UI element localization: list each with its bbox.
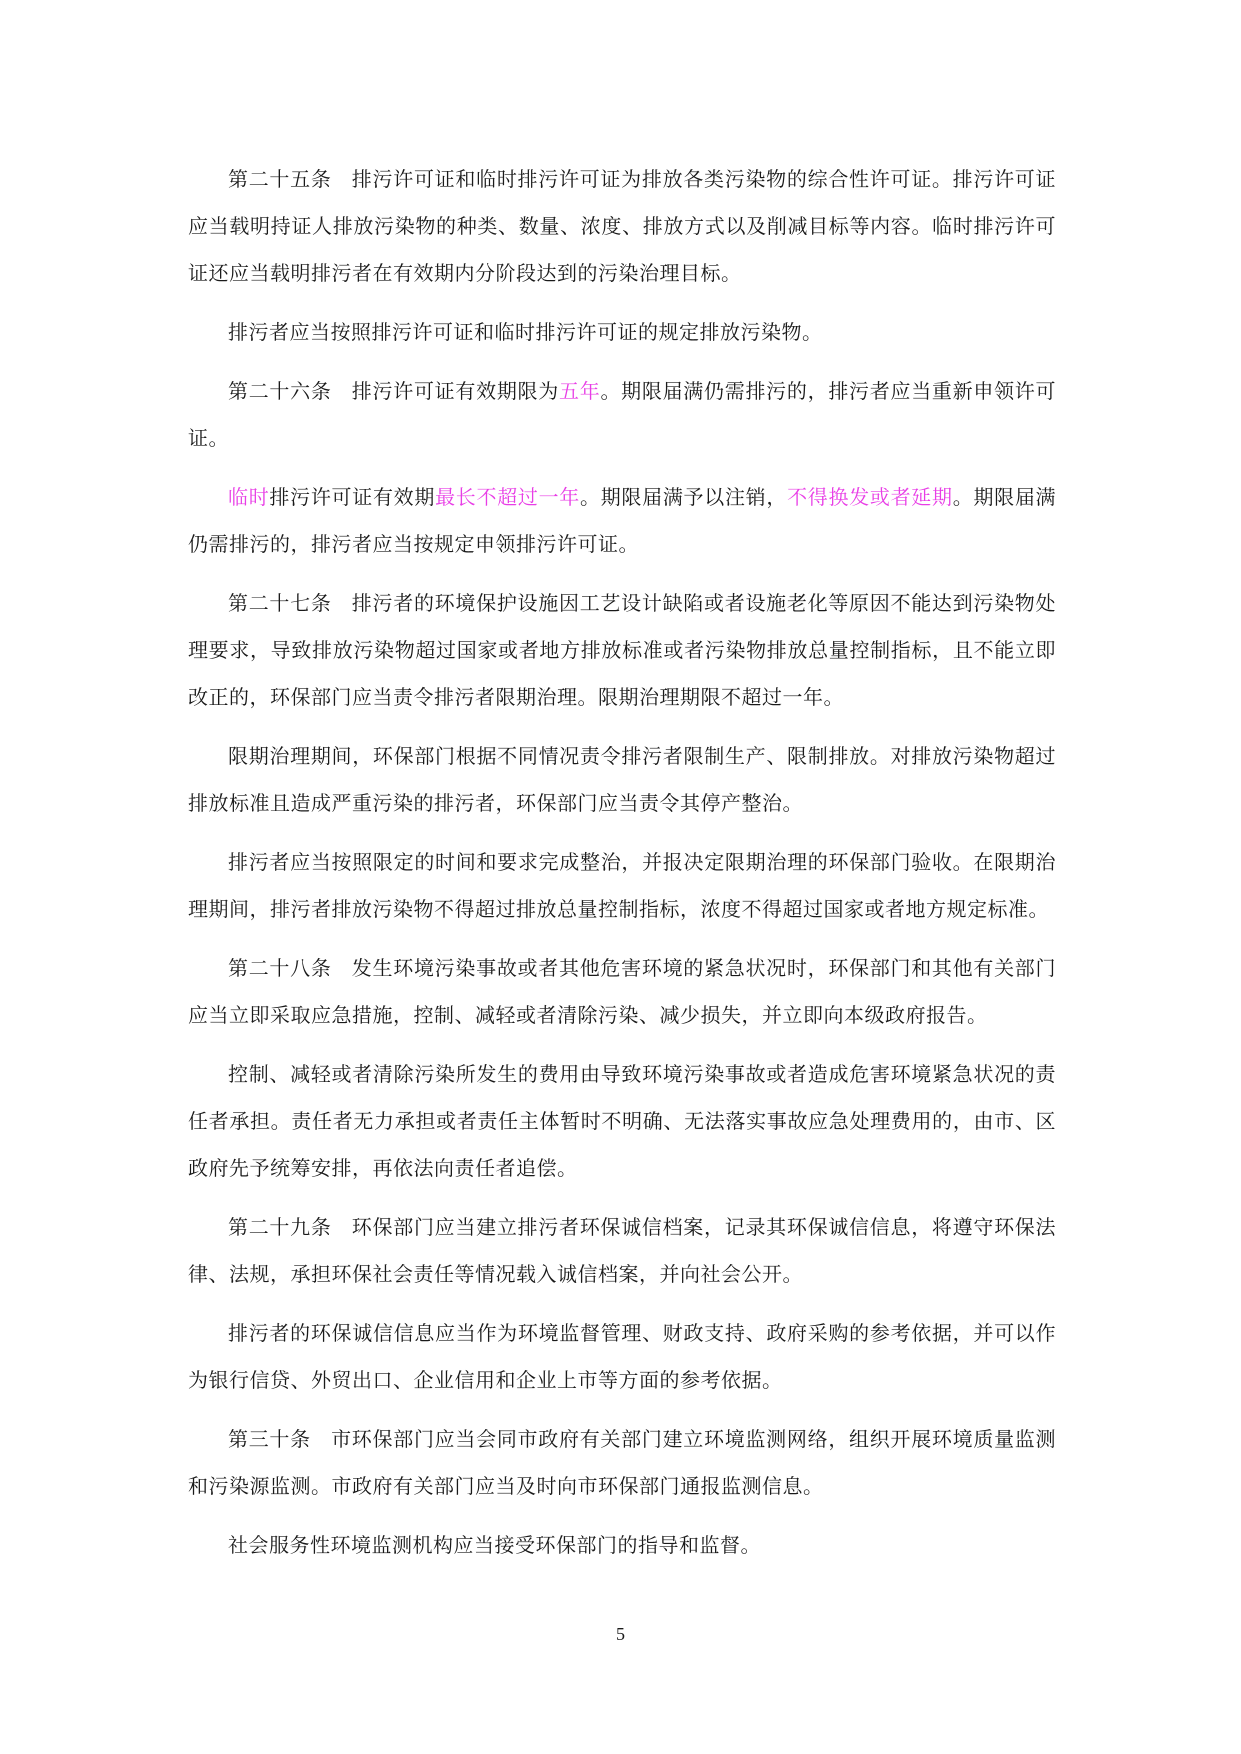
paragraph-text: 。期限届满仍需排污的，排污者应当按规定申领排污许可证。 [188, 485, 1057, 556]
paragraph-text: 社会服务性环境监测机构应当接受环保部门的指导和监督。 [228, 1533, 761, 1557]
highlighted-text: 不得换发或者延期 [787, 485, 953, 509]
highlighted-text: 最长不超过一年 [435, 485, 581, 509]
paragraph-article-29-clause-2 [188, 1310, 1056, 1404]
paragraph-text: 排污者应当按照限定的时间和要求完成整治，并报决定限期治理的环保部门验收。在限期治理期间，排污者排放污染物不得超过排放总量控制指标，浓度不得超过国家或者地方规定标准。 [188, 850, 1056, 921]
article-number: 第二十八条 [228, 956, 332, 980]
paragraph-text: 发生环境污染事故或者其他危害环境的紧急状况时，环保部门和其他有关部门应当立即采取应急措施，控制、减轻或者清除污染、减少损失，并立即向本级政府报告。 [188, 956, 1057, 1027]
paragraph-text: 环保部门应当建立排污者环保诚信档案，记录其环保诚信信息，将遵守环保法律、法规，承担环保社会责任等情况载入诚信档案，并向社会公开。 [188, 1215, 1057, 1286]
paragraph-text: 。期限届满予以注销， [580, 485, 788, 509]
paragraph-text: 排污者的环境保护设施因工艺设计缺陷或者设施老化等原因不能达到污染物处理要求，导致排放污染物超过国家或者地方排放标准或者污染物排放总量控制指标，且不能立即改正的，环保部门应当责令排污者限期治理。限期治理期限不超过一年。 [188, 591, 1057, 709]
paragraph-text: 。期限届满仍需排污的，排污者应当重新申领许可证。 [188, 379, 1057, 450]
highlighted-text: 五年 [559, 379, 601, 403]
article-number: 第二十七条 [228, 591, 332, 615]
paragraph-text: 排污许可证和临时排污许可证为排放各类污染物的综合性许可证。排污许可证应当载明持证人排放污染物的种类、数量、浓度、排放方式以及削减目标等内容。临时排污许可证还应当载明排污者在有效期内分阶段达到的污染治理目标。 [188, 167, 1057, 285]
paragraph-article-30 [188, 1416, 1056, 1510]
paragraph-article-28 [188, 945, 1056, 1039]
paragraph-text: 市环保部门应当会同市政府有关部门建立环境监测网络，组织开展环境质量监测和污染源监测。市政府有关部门应当及时向市环保部门通报监测信息。 [188, 1427, 1057, 1498]
paragraph-article-26-clause-2 [188, 474, 1056, 568]
page-number: 5 [616, 1624, 625, 1644]
paragraph-text: 排污者的环保诚信信息应当作为环境监督管理、财政支持、政府采购的参考依据，并可以作为银行信贷、外贸出口、企业信用和企业上市等方面的参考依据。 [188, 1321, 1056, 1392]
highlighted-text: 临时 [228, 485, 270, 509]
paragraph-article-28-clause-2 [188, 1051, 1056, 1192]
paragraph-text: 限期治理期间，环保部门根据不同情况责令排污者限制生产、限制排放。对排放污染物超过排放标准且造成严重污染的排污者，环保部门应当责令其停产整治。 [188, 744, 1056, 815]
article-number: 第二十六条 [228, 379, 332, 403]
paragraph-article-25 [188, 156, 1056, 297]
paragraph-text: 排污者应当按照排污许可证和临时排污许可证的规定排放污染物。 [228, 320, 823, 344]
paragraph-text: 排污许可证有效期限为 [351, 379, 559, 403]
paragraph-article-29 [188, 1204, 1056, 1298]
document-body [188, 156, 1056, 1581]
paragraph-article-25-clause-2 [188, 309, 1056, 356]
article-number: 第三十条 [228, 1427, 311, 1451]
article-number: 第二十九条 [228, 1215, 332, 1239]
paragraph-article-27 [188, 580, 1056, 721]
paragraph-article-30-clause-2 [188, 1522, 1056, 1569]
paragraph-article-26 [188, 368, 1056, 462]
article-number: 第二十五条 [228, 167, 332, 191]
paragraph-text: 控制、减轻或者清除污染所发生的费用由导致环境污染事故或者造成危害环境紧急状况的责任者承担。责任者无力承担或者责任主体暂时不明确、无法落实事故应急处理费用的，由市、区政府先予统筹安排，再依法向责任者追偿。 [188, 1062, 1056, 1180]
paragraph-text: 排污许可证有效期 [269, 485, 436, 509]
paragraph-article-27-clause-2 [188, 733, 1056, 827]
paragraph-article-27-clause-3 [188, 839, 1056, 933]
